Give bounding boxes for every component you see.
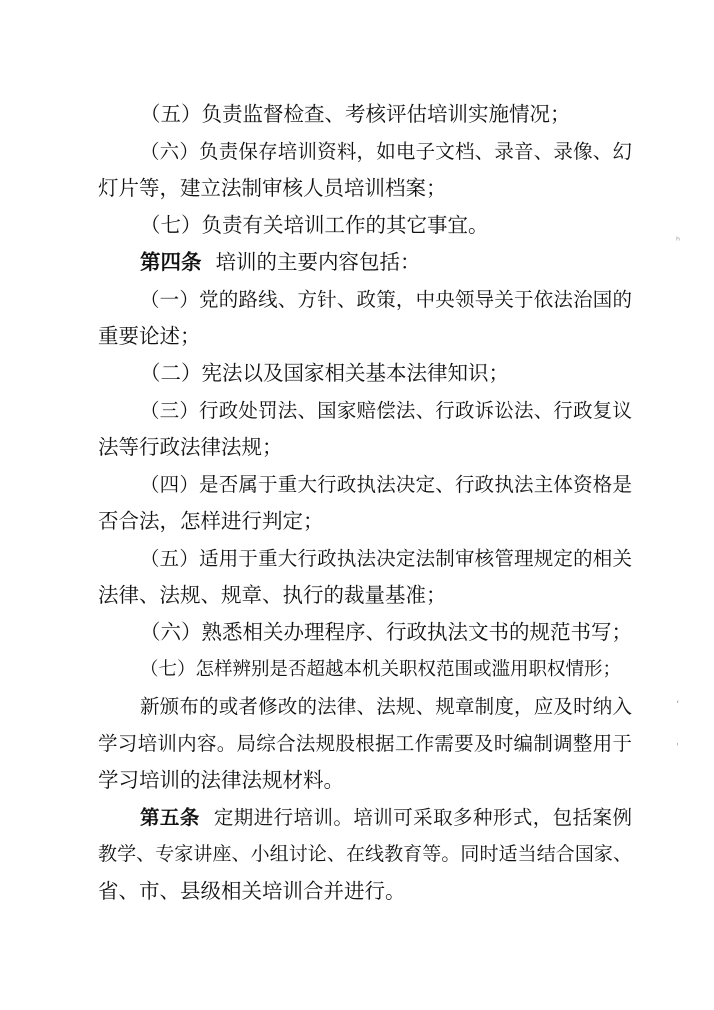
text-line: （五）适用于重大行政执法决定法制审核管理规定的相关 xyxy=(140,547,632,570)
text-line: 学习培训的法律法规材料。 xyxy=(98,768,344,792)
text-line: （七）怎样辨别是否超越本机关职权范围或滥用职权情形； xyxy=(140,659,622,680)
text-line: （二）宪法以及国家相关基本法律知识； xyxy=(140,361,509,385)
text-line: 灯片等，建立法制审核人员培训档案； xyxy=(98,176,447,200)
text-line: （三）行政处罚法、国家赔偿法、行政诉讼法、行政复议 xyxy=(140,399,632,422)
text-line: （六）熟悉相关办理程序、行政执法文书的规范书写； xyxy=(140,620,632,644)
scan-speck: ʰ xyxy=(676,236,681,247)
text-line: 学习培训内容。局综合法规股根据工作需要及时编制调整用于 xyxy=(98,732,632,755)
text-line: （五）负责监督检查、考核评估培训实施情况； xyxy=(140,102,571,126)
text-line: 重要论述； xyxy=(98,324,201,348)
article-heading-line: 第四条 培训的主要内容包括： xyxy=(140,250,421,274)
text-line: 否合法，怎样进行判定； xyxy=(98,509,324,533)
text-line: （四）是否属于重大行政执法决定、行政执法主体资格是 xyxy=(140,473,632,496)
text-line: 新颁布的或者修改的法律、法规、规章制度，应及时纳入 xyxy=(140,695,632,718)
text-line: （七）负责有关培训工作的其它事宜。 xyxy=(140,213,489,237)
text-line: 省、市、县级相关培训合并进行。 xyxy=(98,879,406,903)
text-line: （一）党的路线、方针、政策，中央领导关于依法治国的 xyxy=(140,288,632,311)
article-number: 第五条 xyxy=(140,806,200,829)
text-line: （六）负责保存培训资料，如电子文档、录音、录像、幻 xyxy=(140,140,632,163)
scan-speck: ʼ xyxy=(676,700,680,711)
text-line: 教学、专家讲座、小组讨论、在线教育等。同时适当结合国家、 xyxy=(98,843,632,865)
text-line: 法律、法规、规章、执行的裁量基准； xyxy=(98,583,447,607)
text-line: 法等行政法律法规； xyxy=(98,435,283,459)
document-body xyxy=(98,96,632,910)
article-heading-line: 第五条 定期进行培训。培训可采取多种形式，包括案例 xyxy=(140,806,632,829)
article-number: 第四条 xyxy=(140,250,202,274)
scan-speck: ˌ xyxy=(676,736,679,747)
